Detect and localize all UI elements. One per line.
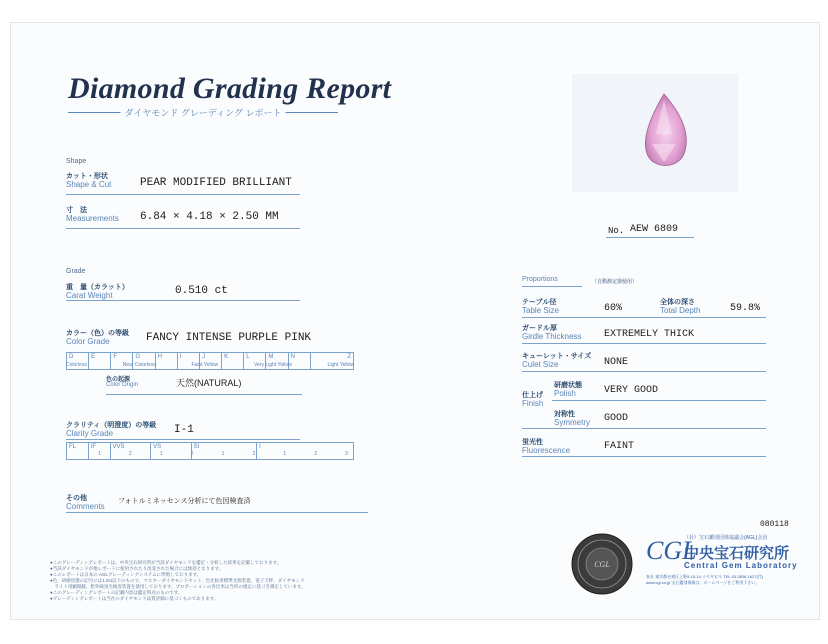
culet-label-jp: キューレット・サイズ xyxy=(522,353,592,360)
color-scale-m: M xyxy=(265,353,287,369)
color-label-en: Color Grade xyxy=(66,337,110,346)
color-scale-z: Z xyxy=(310,353,354,369)
diamond-photo xyxy=(572,74,738,192)
legal-notes xyxy=(50,560,305,602)
total-depth-label-en: Total Depth xyxy=(660,306,701,315)
svg-text:CGL: CGL xyxy=(594,560,610,569)
clarity-scale-vvs: VVS xyxy=(110,443,151,459)
symmetry-label-en: Symmetry xyxy=(554,418,590,427)
carat-label-jp: 重 量（カラット） xyxy=(66,284,129,291)
serial-number: 080118 xyxy=(760,520,789,529)
comments-underline xyxy=(66,512,368,513)
finish-label-jp: 仕上げ xyxy=(522,392,543,399)
girdle-label-jp: ガードル厚 xyxy=(522,325,557,332)
color-scale-h: H xyxy=(155,353,177,369)
girdle-value: EXTREMELY THICK xyxy=(604,329,695,340)
lab-org-note: （社）宝石鑑別団体協議会(AGL)会員 xyxy=(684,535,768,541)
clarity-sub: 1 xyxy=(221,451,225,457)
color-scale-k: K xyxy=(221,353,243,369)
clarity-sub: 1 xyxy=(98,451,101,457)
symmetry-value: GOOD xyxy=(604,413,629,424)
culet-value: NONE xyxy=(604,357,629,368)
grade-heading: Grade xyxy=(66,268,86,275)
carat-label-en: Carat Weight xyxy=(66,291,113,300)
clarity-underline xyxy=(66,439,300,440)
culet-label-en: Culet Size xyxy=(522,360,559,369)
color-desc-very-light-yellow: Very Light Yellow xyxy=(253,362,292,368)
note-line: ●このレポートは日本の AGLグレーディングシステムに準拠しております。 xyxy=(50,572,202,577)
color-desc-light-yellow: Light Yellow xyxy=(327,362,354,368)
comments-label-en: Comments xyxy=(66,502,105,511)
measurements-label-en: Measurements xyxy=(66,214,119,223)
proportions-rule xyxy=(522,286,582,287)
carat-value: 0.510 ct xyxy=(175,285,228,297)
color-value: FANCY INTENSE PURPLE PINK xyxy=(146,332,312,344)
clarity-scale-si: SI xyxy=(191,443,257,459)
color-scale-descriptions xyxy=(66,362,354,368)
note-line: ●色、研磨状態の記号には1.0ct以下のもので、マスターダイヤモンドセット、色比較用標準光源装置、電子天秤、ダイヤモンド xyxy=(50,578,305,583)
clarity-sub: 2 xyxy=(252,451,256,457)
fluorescence-label-en: Fluorescence xyxy=(522,446,571,455)
clarity-label-jp: クラリティ（明澄度）の等級 xyxy=(66,422,157,429)
cgl-logo-mark: CGL xyxy=(646,536,697,565)
clarity-label-en: Clarity Grade xyxy=(66,429,114,438)
fluorescence-label-jp: 蛍光性 xyxy=(522,439,543,446)
clarity-scale-i: I xyxy=(256,443,354,459)
clarity-sub: 2 xyxy=(128,451,132,457)
cut-value: PEAR MODIFIED BRILLIANT xyxy=(140,177,292,189)
lab-address: 本社 東京都台東区上野5-15-14 ミヤギビル TEL.03-3836-1627(代) xyxy=(646,574,764,579)
polish-underline xyxy=(552,400,766,401)
proportions-note: （自動測定器使用） xyxy=(592,279,638,285)
table-size-label-en: Table Size xyxy=(522,306,559,315)
note-line: ●グレーディングレポートは当社のダイヤモンド品質評価に基づくものであります。 xyxy=(50,596,219,601)
clarity-scale-vs: VS xyxy=(150,443,191,459)
clarity-sub: 2 xyxy=(314,451,318,457)
measurements-value: 6.84 × 4.18 × 2.50 MM xyxy=(140,211,279,223)
table-size-label-jp: テーブル径 xyxy=(522,299,557,306)
measurements-underline xyxy=(66,228,300,229)
clarity-sub: 3 xyxy=(345,451,348,457)
total-depth-label-jp: 全体の深さ xyxy=(660,299,695,306)
clarity-sub: 1 xyxy=(159,451,163,457)
shape-heading: Shape xyxy=(66,158,87,165)
color-scale-e: E xyxy=(88,353,110,369)
fluorescence-underline xyxy=(522,456,766,457)
clarity-scale-fl: FL xyxy=(66,443,88,459)
girdle-label-en: Girdle Thickness xyxy=(522,332,582,341)
clarity-sub: 1 xyxy=(283,451,287,457)
table-size-value: 60% xyxy=(604,303,623,314)
clarity-scale-if: IF xyxy=(88,443,110,459)
lab-seal xyxy=(570,532,634,596)
report-title: Diamond Grading Report xyxy=(68,72,392,105)
color-desc-near-colorless: Near Colorless xyxy=(122,362,156,368)
symmetry-underline xyxy=(522,428,766,429)
girdle-underline xyxy=(522,343,766,344)
note-line: ●当該ダイヤモンドが他レポートに使用されたり改変された場合には無効となります。 xyxy=(50,566,224,571)
polish-label-en: Polish xyxy=(554,389,576,398)
clarity-value: I-1 xyxy=(174,424,194,436)
origin-label-en: Color Origin xyxy=(106,382,139,388)
cut-underline xyxy=(66,194,300,195)
proportions-heading: Proportions xyxy=(522,276,558,283)
color-scale-g: G xyxy=(132,353,154,369)
cut-label-jp: カット・形状 xyxy=(66,173,108,180)
polish-label-jp: 研磨状態 xyxy=(554,382,582,389)
report-no-label: No. xyxy=(608,226,625,236)
note-line: ●このグレーディングレポートの記載内容は鑑定時点のものです。 xyxy=(50,590,183,595)
color-scale-n: N xyxy=(288,353,310,369)
clarity-subgrades xyxy=(98,451,348,457)
lab-web: www.cgl.co.jp 宝石鑑別情報は、ホームページをご利用下さい。 xyxy=(646,580,760,585)
lab-name-en: Central Gem Laboratory xyxy=(684,561,798,570)
comments-value: フォトルミネッセンス分析にて色因検査済 xyxy=(118,498,251,505)
color-scale-d: D xyxy=(66,353,88,369)
clarity-sub: 2 xyxy=(190,451,194,457)
carat-underline xyxy=(66,300,300,301)
lab-name-jp: 中央宝石研究所 xyxy=(684,545,790,562)
color-scale-l: L xyxy=(243,353,265,369)
total-depth-value: 59.8% xyxy=(730,303,761,314)
report-no-value: AEW 6809 xyxy=(630,224,679,235)
report-subtitle-block xyxy=(68,106,338,120)
origin-value: 天然(NATURAL) xyxy=(176,378,242,388)
note-line: ライト用顕微鏡、紫外線蛍光検査装置を使用しております。プロポーションの各比率は当所の規定に基づき測定しています。 xyxy=(50,584,306,589)
origin-underline xyxy=(106,394,302,395)
cut-label-en: Shape & Cut xyxy=(66,180,112,189)
origin-label-jp: 色の起源 xyxy=(106,377,131,383)
table-depth-underline xyxy=(522,317,766,318)
finish-label-en: Finish xyxy=(522,399,544,408)
polish-value: VERY GOOD xyxy=(604,385,659,396)
comments-label-jp: その他 xyxy=(66,495,87,502)
symmetry-label-jp: 対称性 xyxy=(554,411,575,418)
color-desc-faint-yellow: Faint Yellow xyxy=(191,362,219,368)
report-subtitle: ダイヤモンド グレーディング レポート xyxy=(121,106,286,119)
pear-diamond-icon xyxy=(572,74,738,192)
color-desc-colorless: Colorless xyxy=(66,362,87,368)
culet-underline xyxy=(522,371,766,372)
color-scale-i: I xyxy=(177,353,199,369)
report-no-underline xyxy=(606,237,694,238)
note-line: ●このグレーディングレポートは、中央宝石研究所が当該ダイヤモンドを鑑定・分析した結果を記載しております。 xyxy=(50,560,282,565)
color-scale-f: F xyxy=(110,353,132,369)
fluorescence-value: FAINT xyxy=(604,441,635,452)
color-label-jp: カラー（色）の等級 xyxy=(66,330,129,337)
measurements-label-jp: 寸 法 xyxy=(66,207,87,214)
embossed-seal-icon xyxy=(570,532,634,596)
color-scale-j: J xyxy=(199,353,221,369)
